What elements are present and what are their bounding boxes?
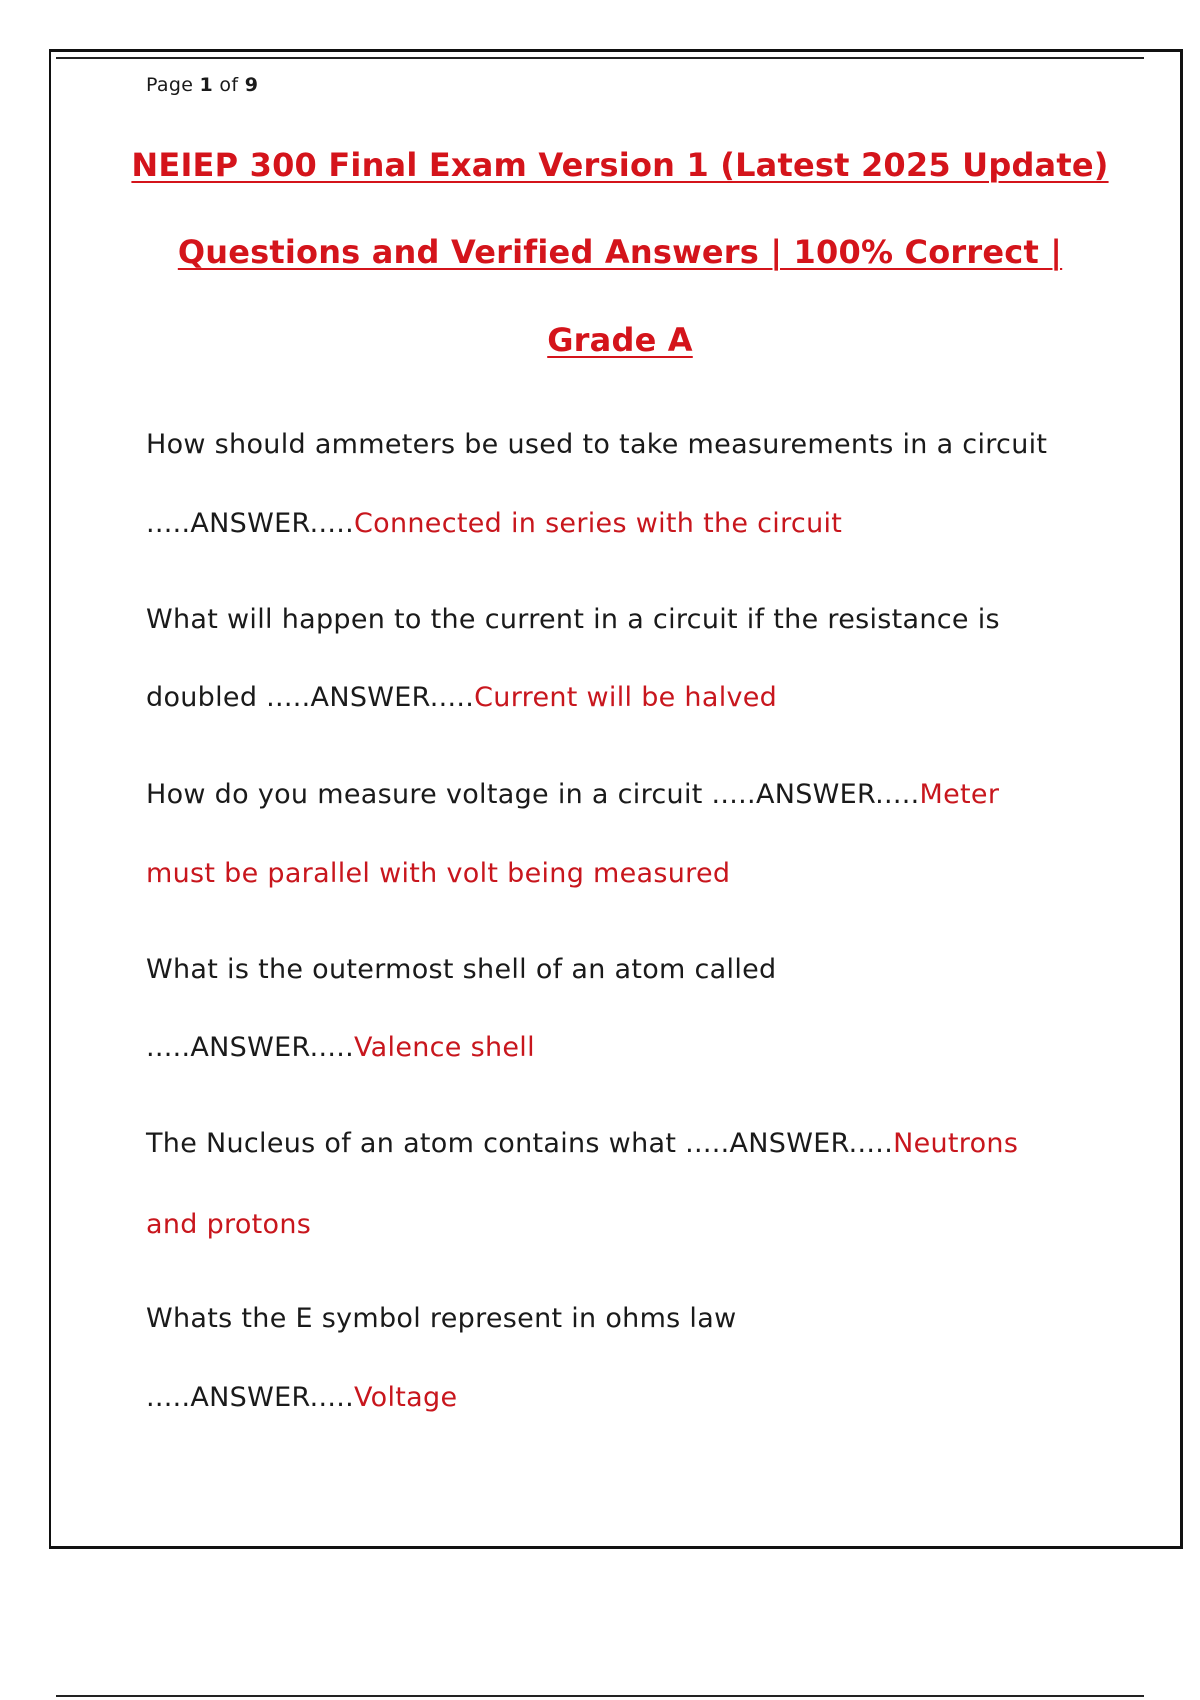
question-5: [146, 1128, 1106, 1159]
answer-1: [146, 508, 1106, 539]
answer-6-text: Voltage: [354, 1382, 458, 1413]
page-label: Page: [146, 74, 194, 96]
question-1: [146, 429, 1106, 460]
answer-1-marker: .....ANSWER.....: [146, 508, 354, 539]
question-2: [146, 604, 1106, 635]
page-number: [146, 74, 258, 96]
title-line-2: Questions and Verified Answers | 100% Correct |: [177, 233, 1063, 271]
answer-4-marker: .....ANSWER.....: [146, 1032, 354, 1063]
answer-3-text: must be parallel with volt being measured: [146, 858, 731, 889]
answer-2-marker: doubled .....ANSWER.....: [146, 682, 475, 713]
total-pages: 9: [244, 74, 259, 96]
question-5-text: The Nucleus of an atom contains what .....ANSWER.....: [146, 1128, 894, 1159]
title-line-3: Grade A: [547, 321, 693, 359]
question-6: [146, 1303, 1106, 1334]
question-4-text: What is the outermost shell of an atom called: [146, 954, 777, 985]
footer-rule: [56, 1695, 1144, 1697]
answer-2: [146, 682, 1106, 713]
answer-3: [146, 858, 1106, 889]
answer-5-text: and protons: [146, 1209, 312, 1240]
answer-2-text: Current will be halved: [474, 682, 778, 713]
answer-4-text: Valence shell: [354, 1032, 535, 1063]
of-label: of: [219, 74, 239, 96]
answer-1-text: Connected in series with the circuit: [354, 508, 843, 539]
question-3: [146, 779, 1106, 810]
answer-4: [146, 1032, 1106, 1063]
question-6-text: Whats the E symbol represent in ohms law: [146, 1303, 737, 1334]
question-1-text: How should ammeters be used to take measurements in a circuit: [146, 429, 1048, 460]
current-page: 1: [199, 74, 214, 96]
answer-6-marker: .....ANSWER.....: [146, 1382, 354, 1413]
title-line-1: NEIEP 300 Final Exam Version 1 (Latest 2025 Update): [131, 146, 1109, 184]
answer-3-start: Meter: [919, 779, 1000, 810]
answer-6: [146, 1382, 1106, 1413]
question-3-text: How do you measure voltage in a circuit .....ANSWER.....: [146, 779, 920, 810]
answer-5: [146, 1209, 1106, 1240]
answer-5-start: Neutrons: [893, 1128, 1019, 1159]
question-2-text: What will happen to the current in a circuit if the resistance is: [146, 604, 1000, 635]
question-4: [146, 954, 1106, 985]
header-rule: [56, 57, 1144, 59]
